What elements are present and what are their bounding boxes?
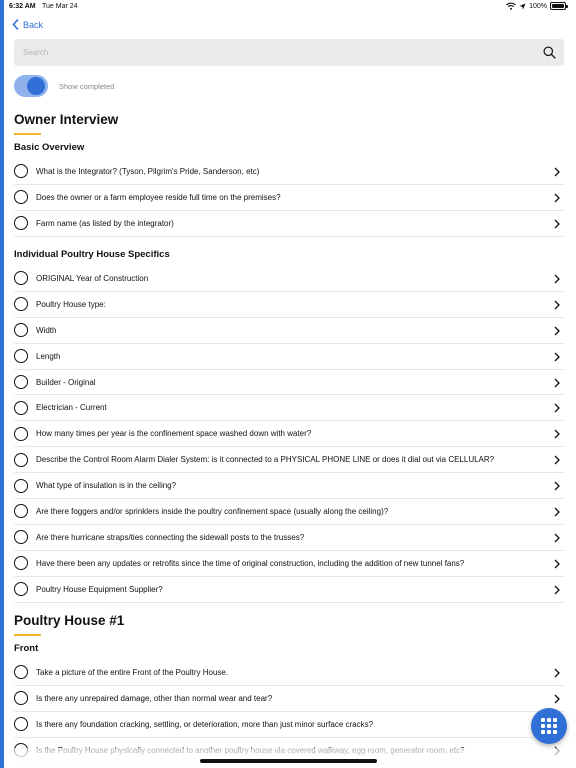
search-bar (14, 39, 564, 66)
search-input[interactable] (23, 44, 523, 61)
chevron-right-icon (554, 326, 560, 336)
checkbox-circle-icon[interactable] (14, 665, 28, 679)
list-item-label: What type of insulation is in the ceiling? (36, 481, 177, 491)
chevron-right-icon (554, 481, 560, 491)
list-item-label: Does the owner or a farm employee reside full time on the premises? (36, 192, 281, 202)
chevron-right-icon (554, 193, 560, 203)
section-title-poultry-house-1: Poultry House #1 (14, 613, 125, 628)
chevron-right-icon (554, 559, 560, 569)
chevron-right-icon (554, 455, 560, 465)
grid-menu-icon (541, 718, 557, 734)
list-item-label: Poultry House type: (36, 299, 106, 309)
list-item-label: How many times per year is the confinement space washed down with water? (36, 429, 312, 439)
home-indicator[interactable] (200, 759, 377, 763)
list-item[interactable] (14, 344, 564, 370)
location-icon (519, 3, 526, 10)
checkbox-circle-icon[interactable] (14, 190, 28, 204)
list-item-label: Builder - Original (36, 377, 96, 387)
checkbox-circle-icon[interactable] (14, 427, 28, 441)
checkbox-circle-icon[interactable] (14, 297, 28, 311)
chevron-left-icon (12, 19, 19, 30)
status-date: Tue Mar 24 (42, 3, 78, 10)
list-item-label: Have there been any updates or retrofits since the time of original construction, including the addition of new tunnel fans? (36, 558, 465, 568)
checkbox-circle-icon[interactable] (14, 556, 28, 570)
battery-percent: 100% (529, 2, 547, 10)
checkbox-circle-icon[interactable] (14, 717, 28, 731)
show-completed-toggle[interactable] (14, 75, 48, 97)
list-item-label: Are there foggers and/or sprinklers inside the poultry confinement space (usually along the ceiling)? (36, 506, 389, 516)
list-item[interactable] (14, 686, 564, 712)
wifi-icon (506, 2, 516, 10)
back-button[interactable] (12, 19, 43, 30)
list-item[interactable] (14, 211, 564, 237)
toggle-knob (27, 77, 45, 95)
battery-icon (550, 2, 566, 10)
list-item[interactable] (14, 525, 564, 551)
list-item[interactable] (14, 551, 564, 577)
list-item-label: Are there hurricane straps/ties connecting the sidewall posts to the trusses? (36, 532, 305, 542)
left-accent-bar (0, 0, 4, 768)
bottom-fade (4, 748, 576, 768)
chevron-right-icon (554, 378, 560, 388)
checkbox-circle-icon[interactable] (14, 453, 28, 467)
checkbox-circle-icon[interactable] (14, 271, 28, 285)
checkbox-circle-icon[interactable] (14, 691, 28, 705)
checkbox-circle-icon[interactable] (14, 401, 28, 415)
checkbox-circle-icon[interactable] (14, 216, 28, 230)
list-item[interactable] (14, 395, 564, 421)
chevron-right-icon (554, 429, 560, 439)
list-item[interactable] (14, 292, 564, 318)
list-item-label: Length (36, 351, 61, 361)
checkbox-circle-icon[interactable] (14, 582, 28, 596)
checkbox-circle-icon[interactable] (14, 349, 28, 363)
list-item-label: ORIGINAL Year of Construction (36, 273, 149, 283)
list-item[interactable] (14, 421, 564, 447)
back-label: Back (23, 19, 44, 30)
status-time: 6:32 AM (9, 3, 36, 10)
list-item[interactable] (14, 499, 564, 525)
list-item[interactable] (14, 318, 564, 344)
chevron-right-icon (554, 274, 560, 284)
list-item-label: Is there any unrepaired damage, other than normal wear and tear? (36, 693, 273, 703)
list-item-label: Take a picture of the entire Front of the Poultry House. (36, 667, 229, 677)
list-item[interactable] (14, 266, 564, 292)
chevron-right-icon (554, 507, 560, 517)
chevron-right-icon (554, 352, 560, 362)
section-title-owner-interview: Owner Interview (14, 112, 119, 127)
list-item[interactable] (14, 473, 564, 499)
status-right (506, 2, 566, 10)
chevron-right-icon (554, 300, 560, 310)
list-item[interactable] (14, 712, 564, 738)
checkbox-circle-icon[interactable] (14, 479, 28, 493)
chevron-right-icon (554, 219, 560, 229)
checklist-poultry-house-specifics (14, 266, 564, 603)
show-completed-row (14, 75, 114, 97)
list-item[interactable] (14, 660, 564, 686)
list-item-label: Poultry House Equipment Supplier? (36, 584, 163, 594)
section-underline (14, 133, 41, 135)
list-item[interactable] (14, 370, 564, 396)
chevron-right-icon (554, 694, 560, 704)
list-item[interactable] (14, 577, 564, 603)
checkbox-circle-icon[interactable] (14, 375, 28, 389)
subsection-title-front: Front (14, 643, 39, 654)
section-underline (14, 634, 41, 636)
grid-menu-button[interactable] (531, 708, 567, 744)
checkbox-circle-icon[interactable] (14, 504, 28, 518)
checkbox-circle-icon[interactable] (14, 323, 28, 337)
chevron-right-icon (554, 585, 560, 595)
chevron-right-icon (554, 167, 560, 177)
list-item[interactable] (14, 447, 564, 473)
list-item-label: Is there any foundation cracking, settling, or deterioration, more than just minor surface cracks? (36, 719, 374, 729)
show-completed-label: Show completed (59, 81, 115, 91)
list-item[interactable] (14, 185, 564, 211)
checklist-basic-overview (14, 159, 564, 237)
list-item-label: Farm name (as listed by the integrator) (36, 218, 174, 228)
chevron-right-icon (554, 668, 560, 678)
list-item-label: Electrician - Current (36, 403, 107, 413)
status-bar (0, 0, 576, 14)
list-item-label: Describe the Control Room Alarm Dialer System: is it connected to a PHYSICAL PHONE LINE or does it dial out via CELLULAR? (36, 455, 495, 465)
chevron-right-icon (554, 403, 560, 413)
checkbox-circle-icon[interactable] (14, 530, 28, 544)
subsection-title-basic-overview: Basic Overview (14, 142, 85, 153)
list-item[interactable] (14, 159, 564, 185)
checkbox-circle-icon[interactable] (14, 164, 28, 178)
subsection-title-poultry-house-specifics: Individual Poultry House Specifics (14, 249, 170, 260)
search-icon[interactable] (543, 46, 556, 59)
chevron-right-icon (554, 533, 560, 543)
list-item-label: What is the Integrator? (Tyson, Pilgrim's Pride, Sanderson, etc) (36, 166, 260, 176)
list-item-label: Width (36, 325, 57, 335)
